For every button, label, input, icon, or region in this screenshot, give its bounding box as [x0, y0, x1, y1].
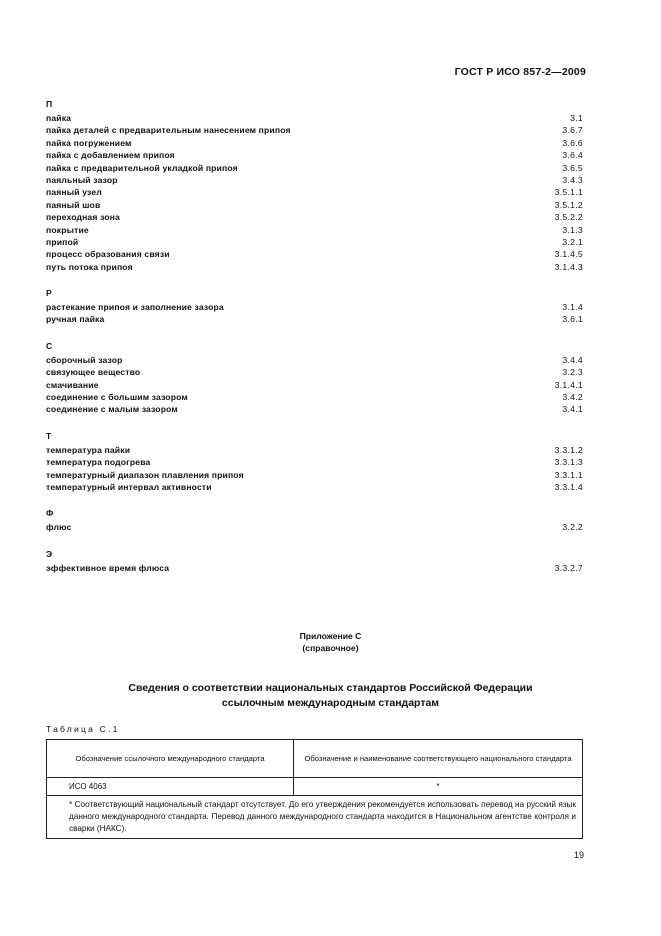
index-term: соединение с большим зазором [46, 392, 188, 403]
index-letter: Р [46, 288, 52, 299]
index-ref: 3.2.3 [562, 367, 583, 378]
appendix-type: (справочное) [302, 643, 359, 653]
index-entry [46, 224, 583, 236]
page-number: 19 [573, 850, 584, 860]
index-group-t [46, 422, 583, 500]
index-ref: 3.4.3 [562, 174, 583, 185]
table-row [47, 778, 583, 796]
index-entry [46, 211, 583, 223]
table-note-text: * Соответствующий национальный стандарт отсутствует. До его утверждения рекомендуется использовать перевод на русский язык данного международного стандарта. Перевод данного международного стандарта находится в Национальном агентстве контроля и сварки (НАКС). [69, 800, 576, 833]
index-term: флюс [46, 522, 72, 533]
document-header: ГОСТ Р ИСО 857-2—2009 [454, 66, 586, 78]
index-letter: Ф [46, 508, 54, 519]
table-label: Таблица С.1 [46, 724, 120, 734]
table-note-row [47, 796, 583, 839]
index-entry [46, 313, 583, 325]
index-entry [46, 469, 583, 481]
index-term: смачивание [46, 379, 99, 390]
appendix-label: Приложение С [299, 631, 362, 641]
index-term: соединение с малым зазором [46, 404, 178, 415]
index-entry [46, 261, 583, 273]
index-entry [46, 248, 583, 260]
index-group-s [46, 332, 583, 422]
index-ref: 3.5.1.1 [554, 187, 583, 198]
column-header-international: Обозначение ссылочного международного стандарта [47, 740, 294, 778]
index-entry [46, 391, 583, 403]
index-term: растекание припоя и заполнение зазора [46, 302, 224, 313]
title-line-1: Сведения о соответствии национальных стандартов Российской Федерации [128, 682, 533, 694]
index-entry [46, 456, 583, 468]
index-ref: 3.1.4 [562, 302, 583, 313]
index-term: температура подогрева [46, 457, 151, 468]
index-term: температурный диапазон плавления припоя [46, 469, 244, 480]
index-ref: 3.4.2 [562, 392, 583, 403]
index-ref: 3.2.1 [562, 236, 583, 247]
index-entry [46, 124, 583, 136]
index-ref: 3.6.5 [562, 162, 583, 173]
index-ref: 3.1.3 [562, 224, 583, 235]
index-group-e [46, 540, 583, 580]
index-term: путь потока припоя [46, 261, 133, 272]
index-term: паяный узел [46, 187, 102, 198]
index-group-f [46, 499, 583, 539]
table-cell-national: * [294, 778, 583, 796]
index-letter: П [46, 99, 53, 109]
index-entry [46, 366, 583, 378]
index-term: пайка с предварительной укладкой припоя [46, 162, 238, 173]
table-note [47, 796, 583, 839]
index-term: припой [46, 236, 79, 247]
appendix-heading [0, 630, 661, 654]
index-term: процесс образования связи [46, 249, 170, 260]
index-ref: 3.1.4.1 [554, 379, 583, 390]
index-ref: 3.3.1.4 [554, 481, 583, 492]
index-ref: 3.3.1.2 [554, 444, 583, 455]
index-group-p [46, 90, 583, 279]
index-ref: 3.3.1.1 [554, 469, 583, 480]
index-entry [46, 444, 583, 456]
index-ref: 3.4.1 [562, 404, 583, 415]
index-entry [46, 301, 583, 313]
index-entry [46, 379, 583, 391]
reference-table [46, 739, 583, 839]
index-term: температура пайки [46, 444, 131, 455]
index-term: ручная пайка [46, 314, 105, 325]
index-term: сборочный зазор [46, 354, 123, 365]
index-ref: 3.6.4 [562, 150, 583, 161]
index-entry [46, 162, 583, 174]
index-ref: 3.6.1 [562, 314, 583, 325]
index-term: температурный интервал активности [46, 481, 212, 492]
index-term: связующее вещество [46, 367, 141, 378]
index-entry [46, 236, 583, 248]
index-ref: 3.1 [570, 113, 583, 123]
index-letter: С [46, 340, 53, 351]
column-header-national: Обозначение и наименование соответствующего национального стандарта [294, 740, 583, 778]
index-entry [46, 403, 583, 415]
index-ref: 3.6.6 [562, 137, 583, 148]
index-ref: 3.2.2 [562, 522, 583, 533]
index-entry [46, 481, 583, 493]
index-ref: 3.3.2.7 [554, 562, 583, 573]
index-term: пайка с добавлением припоя [46, 150, 175, 161]
index-term: пайка погружением [46, 137, 132, 148]
index-ref: 3.1.4.3 [554, 261, 583, 272]
index-entry [46, 199, 583, 211]
index-ref: 3.5.1.2 [554, 199, 583, 210]
index-group-r [46, 279, 583, 332]
index-ref: 3.5.2.2 [554, 212, 583, 223]
index-term: паяльный зазор [46, 174, 118, 185]
index-term: переходная зона [46, 212, 120, 223]
index-letter: Э [46, 548, 53, 559]
index-entry [46, 112, 583, 124]
index-ref: 3.3.1.3 [554, 457, 583, 468]
appendix-title [0, 681, 661, 711]
index-entry [46, 521, 583, 533]
index-ref: 3.1.4.5 [554, 249, 583, 260]
index-entry [46, 186, 583, 198]
title-line-2: ссылочным международным стандартам [221, 697, 440, 709]
index-entry [46, 354, 583, 366]
index-entry [46, 562, 583, 574]
index-entry [46, 174, 583, 186]
index-entry [46, 149, 583, 161]
index-ref: 3.4.4 [562, 354, 583, 365]
index-ref: 3.6.7 [562, 125, 583, 136]
index-term: пайка деталей с предварительным нанесением припоя [46, 125, 291, 136]
index-letter: Т [46, 430, 52, 441]
table-cell-international: ИСО 4063 [47, 778, 294, 796]
index-entry [46, 137, 583, 149]
table-header-row [47, 740, 583, 778]
index-term: покрытие [46, 224, 89, 235]
index-term: эффективное время флюса [46, 562, 170, 573]
index-term: паяный шов [46, 199, 101, 210]
alphabetical-index [46, 90, 583, 580]
index-term: пайка [46, 113, 72, 123]
